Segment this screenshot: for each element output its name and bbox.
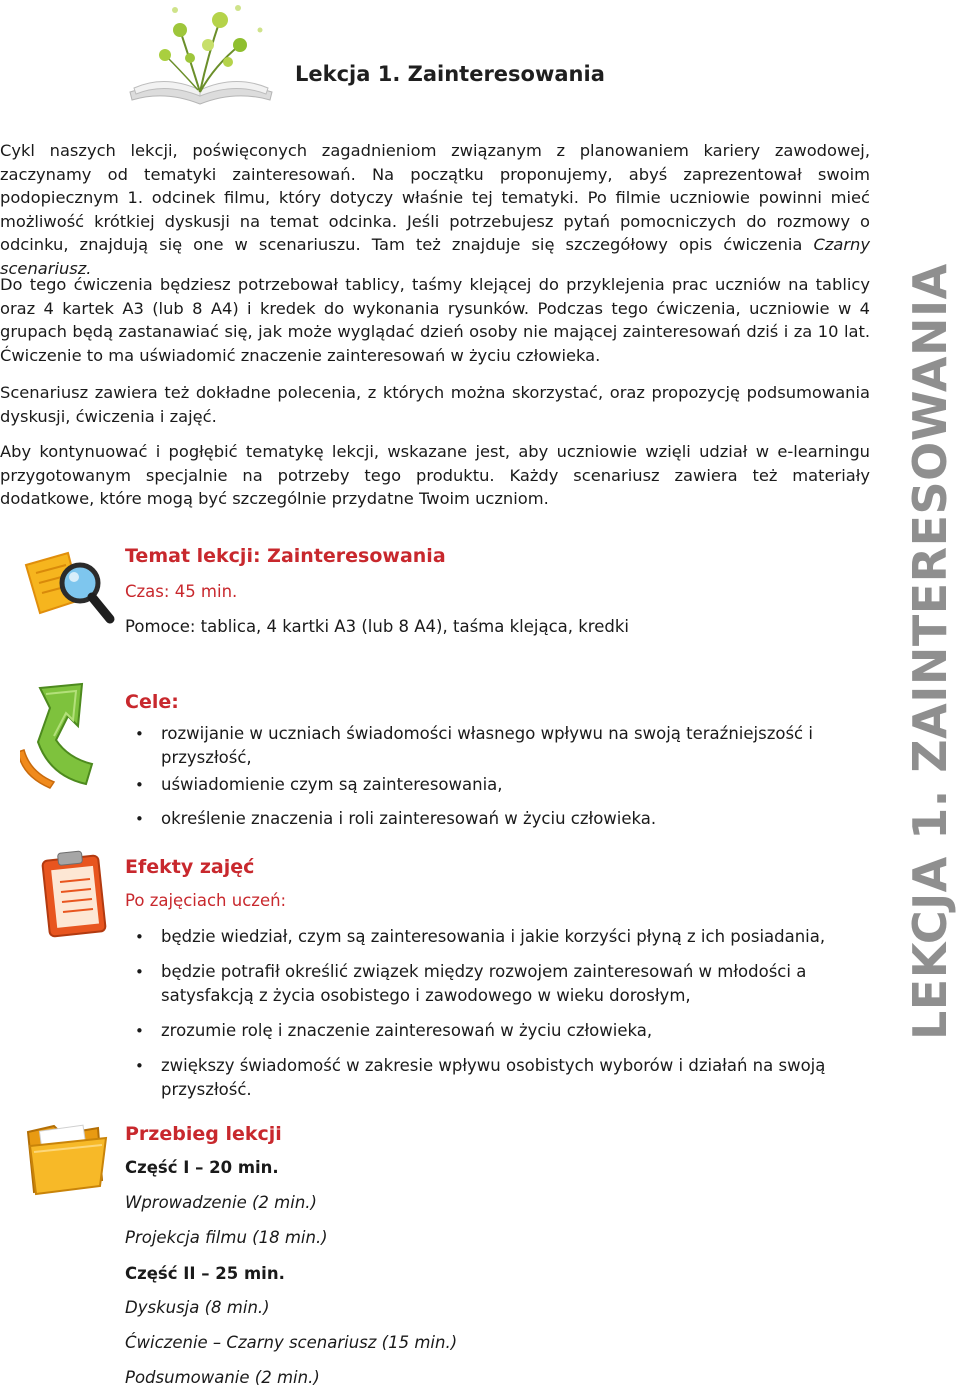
course-part1: Część I – 20 min. <box>125 1158 279 1177</box>
intro-paragraph-2: Do tego ćwiczenia będziesz potrzebował tablicy, taśmy klejącej do przyklejenia prac uczniów na tablicy oraz 4 kartek A3 (lub 8 A4) i kredek do wykonania rysunków. Podczas tego ćwiczenia, uczniowie w 4 grupach będą zastanawiać się, jak może wyglądać dzień osoby nie mającej zainteresowań dziś i za 10 lat. Ćwiczenie to ma uświadomić znaczenie zainteresowań w życiu człowieka. <box>0 275 870 365</box>
course-item: Podsumowanie (2 min.) <box>125 1368 320 1387</box>
effects-heading: Efekty zajęć <box>125 856 255 878</box>
course-heading: Przebieg lekcji <box>125 1123 282 1145</box>
folder-icon <box>22 1110 112 1200</box>
clipboard-icon <box>40 848 110 938</box>
course-item: Dyskusja (8 min.) <box>125 1298 270 1317</box>
topic-aids: Pomoce: tablica, 4 kartki A3 (lub 8 A4), taśma klejąca, kredki <box>125 617 629 636</box>
intro-paragraph-1: Cykl naszych lekcji, poświęconych zagadnieniom związanym z planowaniem kariery zawodowej, zaczynamy od tematyki zainteresowań. Na początku proponujemy, abyś zaprezentował swoim podopiecznym 1. odcinek filmu, który dotyczy właśnie tej tematyki. Po filmie uczniowie powinni mieć możliwość krótkiej dyskusji na temat odcinka. Jeśli potrzebujesz pytań pomocniczych do rozmowy o odcinku, znajdują się one w scenariuszu. Tam też znajduje się szczegółowy opis ćwiczenia Czarny scenariusz. <box>0 141 870 278</box>
goals-heading: Cele: <box>125 691 179 713</box>
topic-duration: Czas: 45 min. <box>125 582 238 601</box>
course-item: Wprowadzenie (2 min.) <box>125 1193 317 1212</box>
topic-heading: Temat lekcji: Zainteresowania <box>125 545 446 567</box>
list-item: • zwiększy świadomość w zakresie wpływu osobistych wyborów i działań na swoją przyszłość. <box>125 1054 865 1102</box>
list-item: • rozwijanie w uczniach świadomości własnego wpływu na swoją teraźniejszość i przyszłość, <box>125 722 845 770</box>
list-item: • będzie wiedział, czym są zainteresowania i jakie korzyści płyną z ich posiadania, <box>125 925 885 949</box>
list-item: • uświadomienie czym są zainteresowania, <box>125 773 865 797</box>
list-item: • określenie znaczenia i roli zainteresowań w życiu człowieka. <box>125 807 865 831</box>
course-item: Projekcja filmu (18 min.) <box>125 1228 328 1247</box>
intro-italic: Czarny scenariusz. <box>0 235 870 278</box>
intro-paragraph-4: Aby kontynuować i pogłębić tematykę lekcji, wskazane jest, aby uczniowie wzięli udział w e-learningu przygotowanym specjalnie na potrzeby tego produktu. Każdy scenariusz zawiera też materiały dodatkowe, które mogą być szczególnie przydatne Twoim uczniom. <box>0 442 870 508</box>
list-item: • zrozumie rolę i znaczenie zainteresowań w życiu człowieka, <box>125 1019 865 1043</box>
effects-subheading: Po zajęciach uczeń: <box>125 891 287 910</box>
intro-paragraph-3: Scenariusz zawiera też dokładne polecenia, z których można skorzystać, oraz propozycję podsumowania dyskusji, ćwiczenia i zajęć. <box>0 383 870 426</box>
page-title: Lekcja 1. Zainteresowania <box>295 62 605 86</box>
course-item: Ćwiczenie – Czarny scenariusz (15 min.) <box>125 1333 458 1352</box>
document-magnifier-icon <box>18 545 118 635</box>
course-part2: Część II – 25 min. <box>125 1264 285 1283</box>
green-arrow-icon <box>20 680 110 790</box>
list-item: • będzie potrafił określić związek między rozwojem zainteresowań w młodości a satysfakcją z życia osobistego i zawodowego w wieku dorosłym, <box>125 960 845 1008</box>
open-book-plant-icon <box>120 0 285 108</box>
